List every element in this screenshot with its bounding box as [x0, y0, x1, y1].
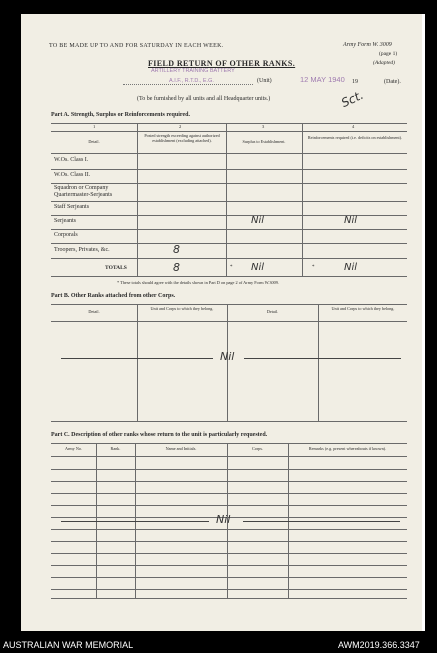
unit-dotted-line — [123, 84, 253, 85]
part-b-entry: Nil — [220, 350, 235, 363]
unit-stamp-line2: A.I.F., R.T.D., E.G. — [169, 78, 214, 84]
unit-label: (Unit) — [257, 78, 272, 84]
col-header-posted: Posted strength exceeding against authorized establishment (excluding attached). — [144, 133, 220, 143]
row-label-serjeants: Serjeants — [54, 218, 76, 224]
handwritten-mark: Sct. — [339, 87, 366, 111]
row-label-cqms: Squadron or Company Quartermaster-Serjeants — [54, 185, 113, 198]
col-header-reinforcements: Reinforcements required (i.e. deficits on establishment). — [307, 135, 403, 140]
date-label: (Date). — [384, 79, 401, 85]
part-b-strike-line-left — [61, 358, 213, 359]
col-header-surplus: Surplus to Establishment. — [242, 139, 286, 144]
part-b-col-unit-1: Unit and Corps to which they belong. — [150, 306, 214, 311]
row-label-wo1: W.Os. Class I. — [54, 157, 89, 163]
part-a-title: Part A. Strength, Surplus or Reinforcements required. — [51, 112, 190, 118]
col-num-3: 3 — [262, 124, 265, 129]
col-num-4: 4 — [352, 124, 355, 129]
date-stamp: 12 MAY 1940 — [300, 75, 345, 84]
part-b-col-detail-2: Detail. — [266, 309, 279, 314]
serjeants-surplus-value: Nil — [251, 215, 265, 226]
totals-reinforcements-asterisk: * — [312, 265, 315, 270]
part-a-footnote: * These totals should agree with the details shown in Part D on page 2 of Army Form W.3009. — [117, 280, 279, 285]
col-header-detail: Detail. — [88, 139, 100, 144]
part-c-entry: Nil — [216, 513, 231, 526]
form-id: Army Form W. 3009 — [343, 42, 392, 48]
part-c-col-rank: Rank. — [110, 446, 121, 451]
part-b-col-unit-2: Unit and Corps to which they belong. — [331, 306, 395, 311]
totals-surplus-value: Nil — [251, 262, 265, 273]
serjeants-reinforcements-value: Nil — [344, 215, 358, 226]
part-c-strike-line-right — [243, 521, 400, 522]
year-prefix: 19 — [352, 79, 358, 85]
totals-reinforcements-value: Nil — [344, 262, 358, 273]
form-title: FIELD RETURN OF OTHER RANKS. — [148, 59, 296, 68]
col-num-1: 1 — [93, 124, 96, 129]
totals-posted-value: 8 — [173, 261, 180, 274]
part-c-col-army-no: Army No. — [65, 446, 82, 451]
part-c-strike-line-left — [61, 521, 209, 522]
part-b-title: Part B. Other Ranks attached from other Corps. — [51, 293, 176, 299]
page-label: (page 1) — [379, 51, 398, 57]
col-num-2: 2 — [179, 124, 182, 129]
furnish-note: (To be furnished by all units and all Headquarter units.) — [137, 96, 271, 102]
institution-caption: AUSTRALIAN WAR MEMORIAL — [3, 640, 134, 650]
top-instruction: TO BE MADE UP TO AND FOR SATURDAY IN EACH WEEK. — [49, 43, 224, 49]
troopers-posted-value: 8 — [173, 243, 180, 256]
row-label-troopers: Troopers, Privates, &c. — [54, 247, 110, 253]
form-page — [21, 14, 425, 631]
part-c-title: Part C. Description of other ranks whose return to the unit is particularly requested. — [51, 432, 268, 438]
part-c-col-remarks: Remarks (e.g. present whereabouts if known). — [308, 446, 387, 451]
totals-surplus-asterisk: * — [230, 265, 233, 270]
part-b-col-detail-1: Detail. — [88, 309, 100, 314]
unit-stamp-line1: ARTILLERY TRAINING BATTERY — [151, 68, 235, 74]
row-label-staff-serjeants: Staff Serjeants — [54, 204, 90, 210]
row-label-corporals: Corporals — [54, 232, 78, 238]
accession-number: AWM2019.366.3347 — [338, 640, 420, 650]
totals-label: TOTALS — [105, 265, 127, 271]
row-label-wo2: W.Os. Class II. — [54, 172, 91, 178]
part-c-col-corps: Corps. — [251, 446, 264, 451]
part-c-col-name: Name and Initials. — [165, 446, 197, 451]
part-b-strike-line-right — [244, 358, 401, 359]
adapted-label: (Adapted) — [373, 60, 395, 66]
